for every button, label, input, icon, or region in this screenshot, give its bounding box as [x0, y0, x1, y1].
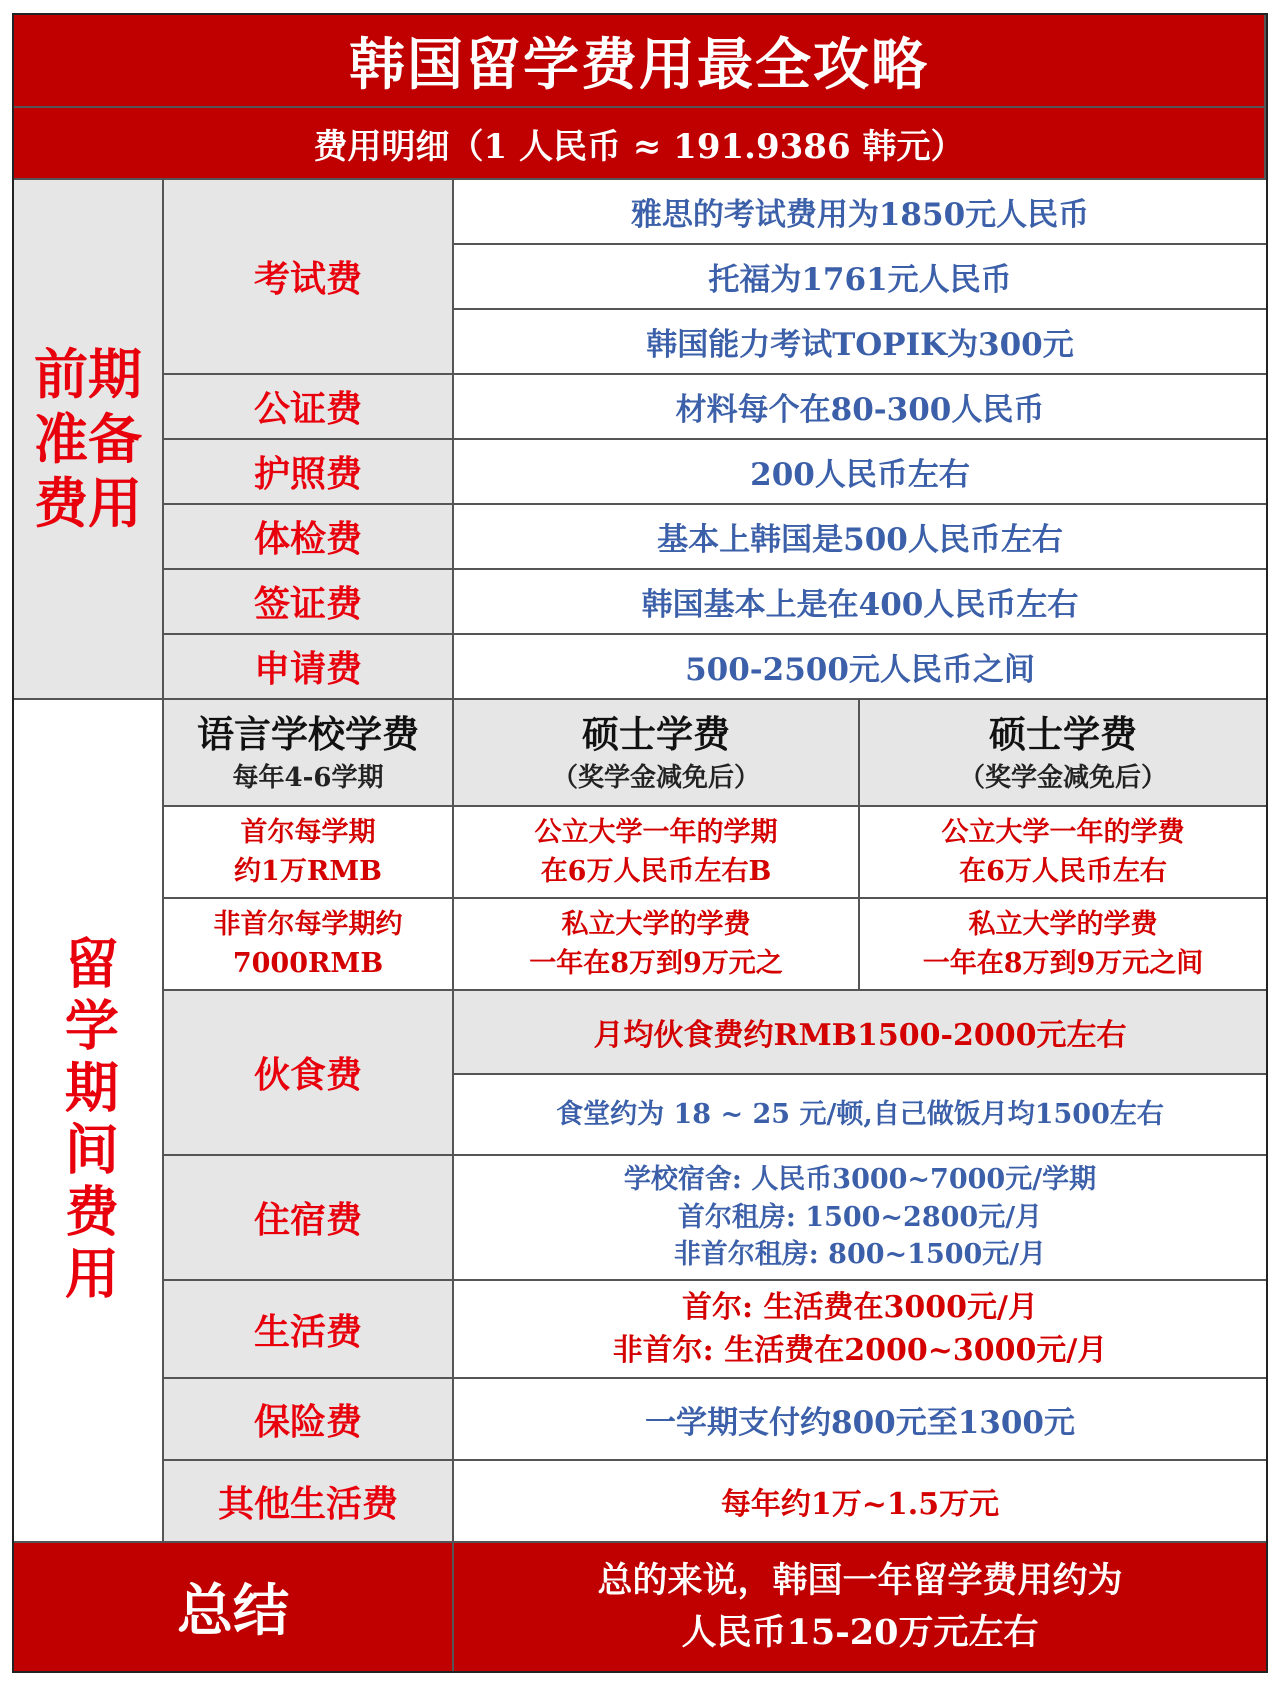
- exam-fee-topik: [454, 310, 1266, 375]
- passport-fee-value-text: 200人民币左右: [750, 457, 970, 493]
- tuition-line: 在6万人民币左右: [959, 856, 1167, 887]
- housing-fee-label-cell: [164, 1156, 454, 1281]
- study-section-cell: [14, 700, 164, 1543]
- tuition-cell: [164, 807, 454, 899]
- living-fee-label-cell: [164, 1281, 454, 1379]
- visa-fee-label: 签证费: [253, 583, 362, 625]
- tuition-line: 私立大学的学费: [968, 908, 1158, 940]
- exam-fee-toefl-text: 托福为1761元人民币: [708, 262, 1012, 298]
- tuition-header-main: 硕士学费: [582, 711, 730, 756]
- visa-fee-label-cell: [164, 570, 454, 635]
- passport-fee-value: [454, 440, 1266, 505]
- page-subtitle: [14, 108, 1266, 180]
- application-fee-label-cell: [164, 635, 454, 700]
- tuition-line: 在6万人民币左右B: [540, 856, 772, 887]
- application-fee-value-text: 500-2500元人民币之间: [685, 652, 1035, 688]
- insurance-fee-value-text: 一学期支付约800元至1300元: [645, 1404, 1075, 1441]
- exam-fee-ielts: [454, 180, 1266, 245]
- housing-fee-value: [454, 1156, 1266, 1281]
- tuition-cell: [860, 899, 1266, 991]
- visa-fee-value: [454, 570, 1266, 635]
- notary-fee-label-cell: [164, 375, 454, 440]
- tuition-line: 约1万RMB: [234, 856, 382, 887]
- other-fee-label: 其他生活费: [217, 1482, 398, 1525]
- insurance-fee-value: [454, 1379, 1266, 1461]
- living-fee-value: [454, 1281, 1266, 1379]
- tuition-header-main: 语言学校学费: [197, 711, 419, 756]
- tuition-header-sub: （奖学金减免后）: [551, 763, 760, 794]
- living-fee-label: 生活费: [253, 1310, 362, 1353]
- medical-fee-label-cell: [164, 505, 454, 570]
- medical-fee-value-text: 基本上韩国是500人民币左右: [657, 522, 1063, 558]
- summary-label-cell: [14, 1543, 454, 1671]
- notary-fee-label: 公证费: [253, 388, 362, 430]
- tuition-line: 公立大学一年的学期: [534, 816, 778, 848]
- tuition-cell: [454, 899, 860, 991]
- other-fee-value: [454, 1461, 1266, 1543]
- housing-fee-label: 住宿费: [253, 1199, 362, 1241]
- tuition-header-master-2: [860, 700, 1266, 807]
- page-title-text: 韩国留学费用最全攻略: [349, 31, 929, 98]
- food-fee-label-cell: [164, 991, 454, 1156]
- prep-section-label: 前期准备费用: [34, 341, 142, 536]
- summary-label: 总结: [177, 1578, 289, 1644]
- housing-line: 首尔租房: 1500~2800元/月: [677, 1201, 1043, 1233]
- tuition-header-sub: （奖学金减免后）: [958, 763, 1167, 794]
- tuition-line: 一年在8万到9万元之间: [922, 948, 1204, 979]
- passport-fee-label: 护照费: [253, 453, 362, 495]
- exam-fee-label-cell: [164, 180, 454, 375]
- food-fee-highlight: [454, 991, 1266, 1075]
- living-line: 非首尔: 生活费在2000~3000元/月: [612, 1333, 1108, 1368]
- tuition-line: 非首尔每学期约: [213, 908, 403, 940]
- cost-table-frame: [12, 13, 1268, 1673]
- prep-section-cell: [14, 180, 164, 700]
- other-fee-label-cell: [164, 1461, 454, 1543]
- tuition-header-main: 硕士学费: [989, 711, 1137, 756]
- tuition-cell: [454, 807, 860, 899]
- application-fee-label: 申请费: [253, 648, 362, 690]
- food-fee-label: 伙食费: [253, 1054, 362, 1096]
- food-fee-detail: [454, 1075, 1266, 1156]
- food-fee-detail-text: 食堂约为 18 ~ 25 元/顿,自己做饭月均1500左右: [556, 1098, 1164, 1130]
- tuition-cell: [164, 899, 454, 991]
- study-section-label: 留学期间费用: [56, 934, 121, 1307]
- food-fee-highlight-text: 月均伙食费约RMB1500-2000元左右: [593, 1018, 1127, 1053]
- tuition-line: 公立大学一年的学费: [941, 816, 1185, 848]
- tuition-header-master-1: [454, 700, 860, 807]
- exam-fee-label: 考试费: [253, 258, 362, 300]
- medical-fee-label: 体检费: [253, 518, 362, 560]
- tuition-line: 私立大学的学费: [561, 908, 751, 940]
- tuition-line: 7000RMB: [232, 948, 384, 979]
- passport-fee-label-cell: [164, 440, 454, 505]
- tuition-cell: [860, 807, 1266, 899]
- notary-fee-value-text: 材料每个在80-300人民币: [675, 392, 1045, 428]
- tuition-line: 一年在8万到9万元之: [529, 948, 783, 979]
- exam-fee-ielts-text: 雅思的考试费用为1850元人民币: [630, 197, 1090, 233]
- housing-line: 非首尔租房: 800~1500元/月: [673, 1239, 1047, 1271]
- cost-table: [14, 15, 1266, 1671]
- insurance-fee-label: 保险费: [253, 1400, 362, 1443]
- summary-line: 人民币15-20万元左右: [681, 1612, 1039, 1653]
- other-fee-value-text: 每年约1万~1.5万元: [720, 1487, 1000, 1522]
- visa-fee-value-text: 韩国基本上是在400人民币左右: [641, 587, 1079, 623]
- tuition-header-language: [164, 700, 454, 807]
- summary-line: 总的来说，韩国一年留学费用约为: [597, 1559, 1123, 1601]
- application-fee-value: [454, 635, 1266, 700]
- living-line: 首尔: 生活费在3000元/月: [682, 1289, 1038, 1325]
- insurance-fee-label-cell: [164, 1379, 454, 1461]
- page-title: [14, 15, 1266, 108]
- page-subtitle-text: 费用明细（1 人民币 ≈ 191.9386 韩元）: [313, 126, 965, 167]
- tuition-line: 首尔每学期: [240, 816, 376, 848]
- housing-line: 学校宿舍: 人民币3000~7000元/学期: [623, 1163, 1097, 1195]
- tuition-header-sub: 每年4-6学期: [232, 763, 384, 794]
- medical-fee-value: [454, 505, 1266, 570]
- notary-fee-value: [454, 375, 1266, 440]
- summary-text-cell: [454, 1543, 1266, 1671]
- exam-fee-toefl: [454, 245, 1266, 310]
- exam-fee-topik-text: 韩国能力考试TOPIK为300元: [646, 327, 1074, 363]
